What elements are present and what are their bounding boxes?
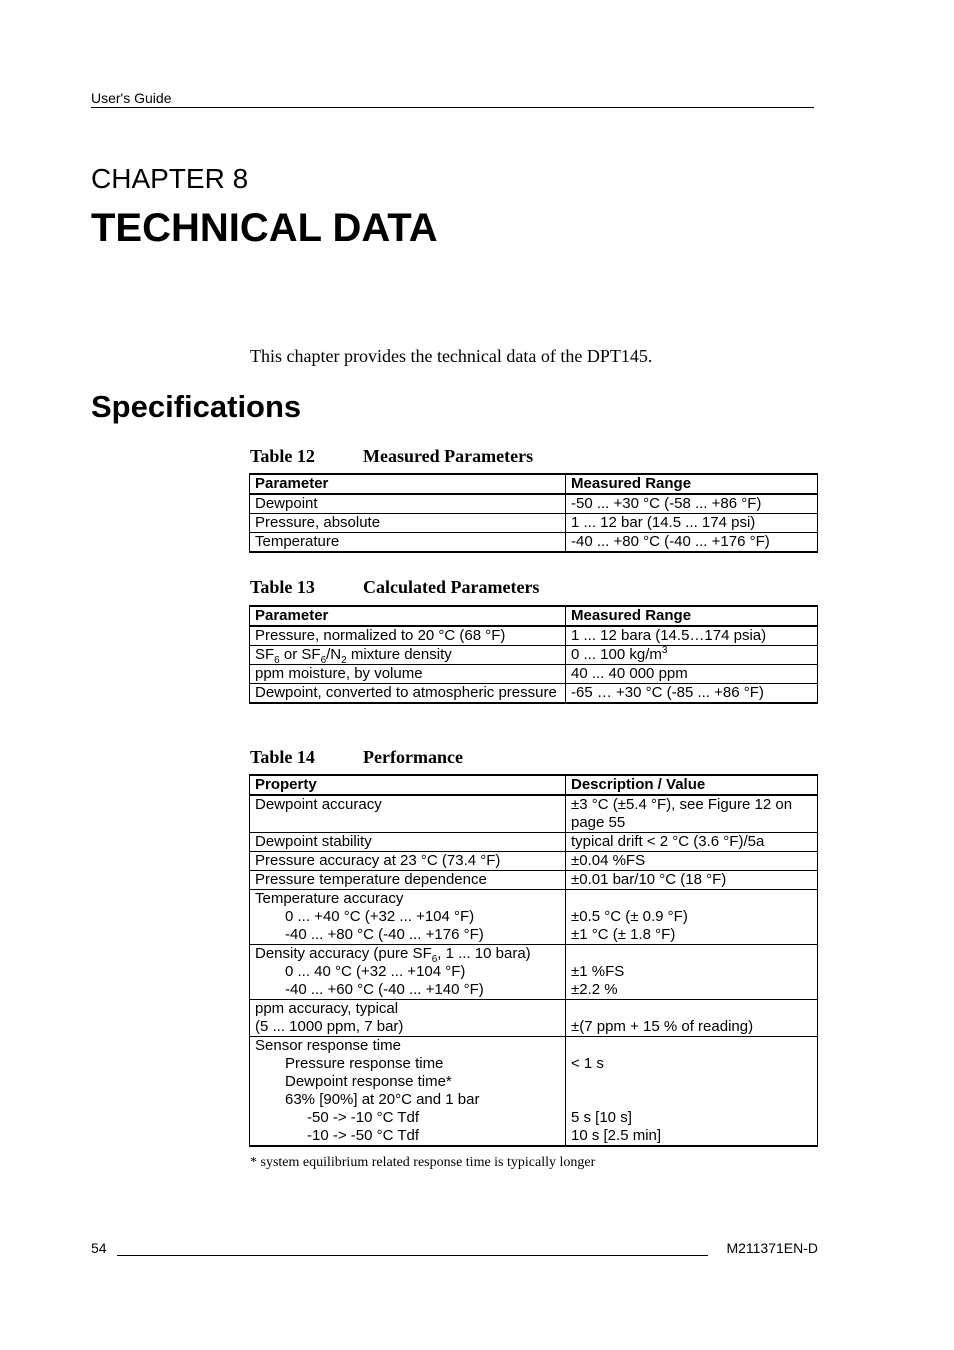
table-cell (566, 646, 818, 665)
table13-title: Calculated Parameters (363, 577, 540, 597)
table-cell: Pressure, normalized to 20 °C (68 °F) (250, 626, 566, 646)
table-row (250, 795, 818, 833)
table-header-row (250, 474, 818, 494)
table-cell (566, 890, 818, 945)
formula-text: 0 ... 100 $kg/m^3$ (571, 645, 668, 663)
formula-text: $SF_6$ or $SF_6/N_2$ mixture density (255, 646, 452, 666)
table12-measured-parameters (249, 473, 818, 553)
table-cell (566, 1000, 818, 1037)
table-cell: 40 ... 40 000 ppm (566, 665, 818, 684)
table-row (250, 1000, 818, 1037)
column-header: Property (250, 775, 566, 795)
table-cell: -65 … +30 °C (-85 ... +86 °F) (566, 684, 818, 704)
table-row (250, 494, 818, 514)
table-row (250, 852, 818, 871)
sub-value: ±1 %FS (571, 963, 625, 980)
table14-performance (249, 774, 818, 1147)
sub-value: ±0.5 °C (± 0.9 °F) (571, 908, 688, 925)
page-number: 54 (91, 1240, 107, 1256)
row-label: Temperature accuracy (255, 890, 404, 907)
table-header-row (250, 606, 818, 626)
table-cell (250, 646, 566, 665)
intro-paragraph: This chapter provides the technical data of the DPT145. (250, 346, 653, 366)
table14-caption (250, 747, 463, 768)
table-cell: Dewpoint accuracy (250, 795, 566, 833)
table-cell: Pressure accuracy at 23 °C (73.4 °F) (250, 852, 566, 871)
sub-label: 0 ... 40 °C (+32 ... +104 °F) (285, 963, 466, 980)
table-row (250, 684, 818, 704)
sub-value: ±2.2 % (571, 981, 618, 998)
table-cell: ±0.04 %FS (566, 852, 818, 871)
table-cell: Pressure, absolute (250, 514, 566, 533)
sub-label: -40 ... +80 °C (-40 ... +176 °F) (285, 926, 484, 943)
row-label: ppm accuracy, typical (255, 1000, 399, 1017)
table-cell: ±3 °C (±5.4 °F), see Figure 12 on page 55 (566, 795, 818, 833)
page-footer (91, 1240, 818, 1258)
table-cell (250, 945, 566, 1000)
sub-label: -40 ... +60 °C (-40 ... +140 °F) (285, 981, 484, 998)
table12-caption (250, 446, 533, 467)
table-header-row (250, 775, 818, 795)
column-header: Measured Range (566, 606, 818, 626)
chapter-number: CHAPTER 8 (91, 163, 249, 194)
table-cell (250, 1000, 566, 1037)
table-row (250, 646, 818, 665)
table-footnote: * system equilibrium related response time is typically longer (250, 1155, 596, 1170)
table12-title: Measured Parameters (363, 446, 534, 466)
column-header: Measured Range (566, 474, 818, 494)
header-text: User's Guide (91, 90, 174, 106)
table-cell: -40 ... +80 °C (-40 ... +176 °F) (566, 533, 818, 553)
table-row (250, 665, 818, 684)
column-header: Parameter (250, 474, 566, 494)
table12-number: Table 12 (250, 446, 315, 466)
sub-label: -50 -> -10 °C Tdf (307, 1109, 420, 1126)
sub-label: 63% [90%] at 20°C and 1 bar (285, 1091, 480, 1108)
sub-label: -10 -> -50 °C Tdf (307, 1127, 420, 1144)
table-cell: Temperature (250, 533, 566, 553)
table-cell: typical drift < 2 °C (3.6 °F)/5a (566, 833, 818, 852)
table-cell: -50 ... +30 °C (-58 ... +86 °F) (566, 494, 818, 514)
table-row (250, 514, 818, 533)
table13-number: Table 13 (250, 577, 315, 597)
table-cell (566, 1037, 818, 1147)
row-label: Density accuracy (pure $SF_6$, 1 ... 10 bara) (255, 945, 531, 965)
sub-label: 0 ... +40 °C (+32 ... +104 °F) (285, 908, 475, 925)
table-cell: ±0.01 bar/10 °C (18 °F) (566, 871, 818, 890)
table-cell: ppm moisture, by volume (250, 665, 566, 684)
sub-label: Dewpoint response time* (285, 1073, 452, 1090)
sub-value: 10 s [2.5 min] (571, 1127, 662, 1144)
document-code: M211371EN-D (726, 1240, 818, 1256)
column-header: Parameter (250, 606, 566, 626)
table-row (250, 833, 818, 852)
table-row (250, 533, 818, 553)
table14-title: Performance (363, 747, 463, 767)
table13-calculated-parameters (249, 605, 818, 704)
table-cell: Dewpoint stability (250, 833, 566, 852)
table-row (250, 626, 818, 646)
table-cell (250, 1037, 566, 1147)
table-cell: Pressure temperature dependence (250, 871, 566, 890)
table14-number: Table 14 (250, 747, 315, 767)
table-row (250, 1037, 818, 1147)
table-cell: Dewpoint (250, 494, 566, 514)
table-cell: 1 ... 12 bara (14.5…174 psia) (566, 626, 818, 646)
table-row (250, 890, 818, 945)
footer-rule (117, 1255, 708, 1256)
table-row (250, 945, 818, 1000)
row-label: Sensor response time (255, 1037, 401, 1054)
sub-label: (5 ... 1000 ppm, 7 bar) (255, 1018, 404, 1035)
column-header: Description / Value (566, 775, 818, 795)
chapter-title: TECHNICAL DATA (91, 206, 438, 250)
table-cell: Dewpoint, converted to atmospheric pressure (250, 684, 566, 704)
sub-value: < 1 s (571, 1055, 604, 1072)
sub-value: ±1 °C (± 1.8 °F) (571, 926, 676, 943)
table13-caption (250, 577, 539, 598)
sub-value: 5 s [10 s] (571, 1109, 632, 1126)
running-header (91, 90, 814, 108)
table-cell: 1 ... 12 bar (14.5 ... 174 psi) (566, 514, 818, 533)
section-title: Specifications (91, 389, 302, 424)
table-cell (250, 890, 566, 945)
table-cell (566, 945, 818, 1000)
sub-value: ±(7 ppm + 15 % of reading) (571, 1018, 754, 1035)
table-row (250, 871, 818, 890)
sub-label: Pressure response time (285, 1055, 444, 1072)
